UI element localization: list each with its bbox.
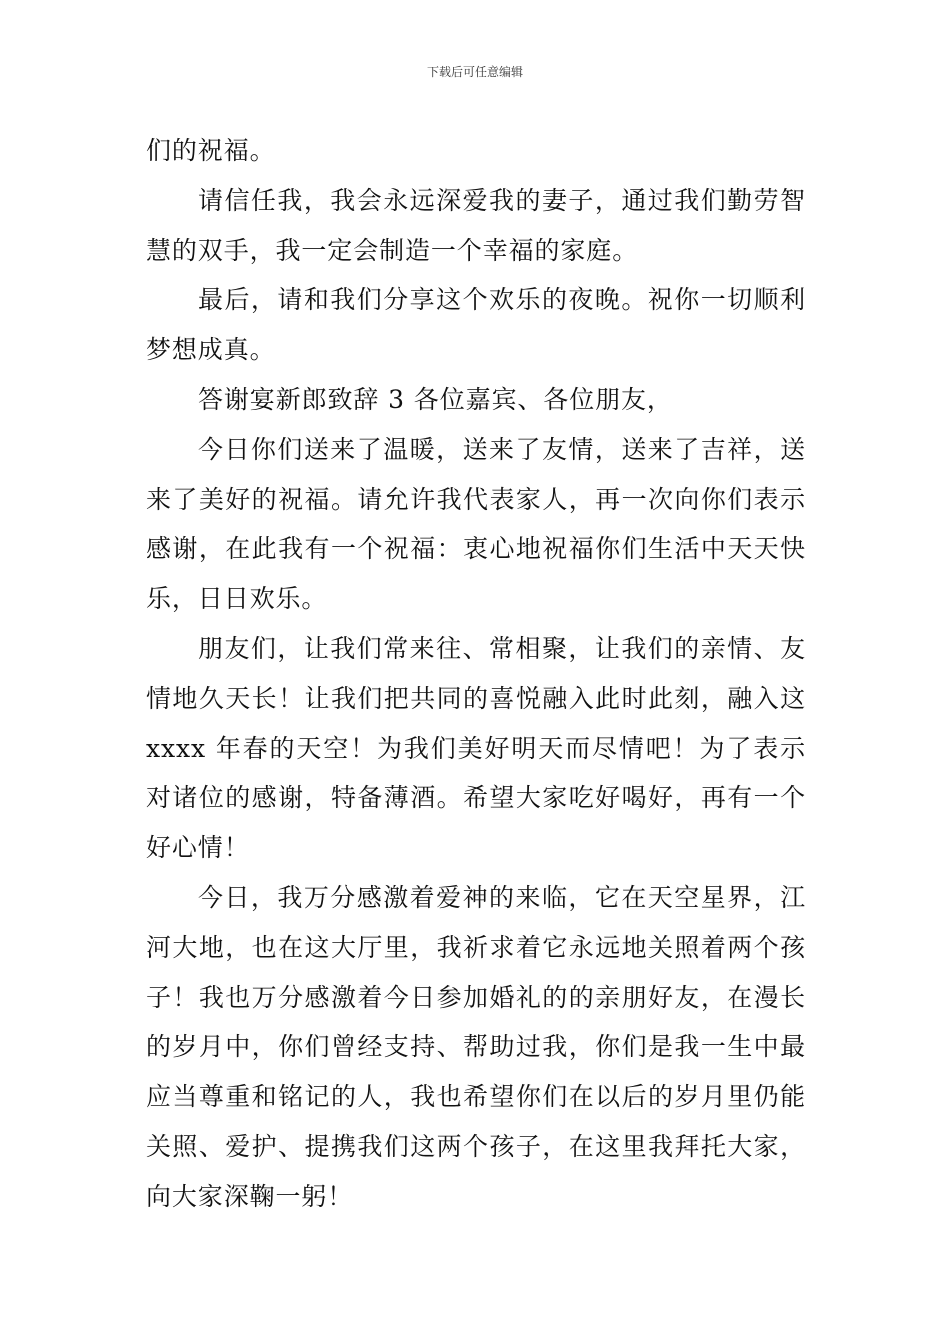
paragraph: 今日你们送来了温暖，送来了友情，送来了吉祥，送来了美好的祝福。请允许我代表家人，再一次向你们表示感谢，在此我有一个祝福：衷心地祝福你们生活中天天快乐，日日欢乐。: [146, 434, 806, 614]
section-heading-paragraph: 答谢宴新郎致辞 3 各位嘉宾、各位朋友，: [198, 384, 673, 414]
paragraph: 最后，请和我们分享这个欢乐的夜晚。祝你一切顺利梦想成真。: [146, 285, 806, 365]
paragraph: 请信任我，我会永远深爱我的妻子，通过我们勤劳智慧的双手，我一定会制造一个幸福的家庭。: [146, 185, 806, 265]
paragraph-continuation: 们的祝福。: [146, 136, 276, 165]
paragraph: 朋友们，让我们常来往、常相聚，让我们的亲情、友情地久天长！让我们把共同的喜悦融入此时此刻，融入这 xxxx 年春的天空！为我们美好明天而尽情吧！为了表示对诸位的感谢，特备薄酒。希望大家吃好喝好，再有一个好心情！: [146, 633, 806, 863]
paragraph: 今日，我万分感激着爱神的来临，它在天空星界，江河大地，也在这大厅里，我祈求着它永远地关照着两个孩子！我也万分感激着今日参加婚礼的的亲朋好友，在漫长的岁月中，你们曾经支持、帮助过我，你们是我一生中最应当尊重和铭记的人，我也希望你们在以后的岁月里仍能关照、爱护、提携我们这两个孩子，在这里我拜托大家，向大家深鞠一躬！: [146, 882, 806, 1211]
document-body: [146, 126, 806, 1222]
page-header: 下载后可任意编辑: [426, 65, 523, 79]
